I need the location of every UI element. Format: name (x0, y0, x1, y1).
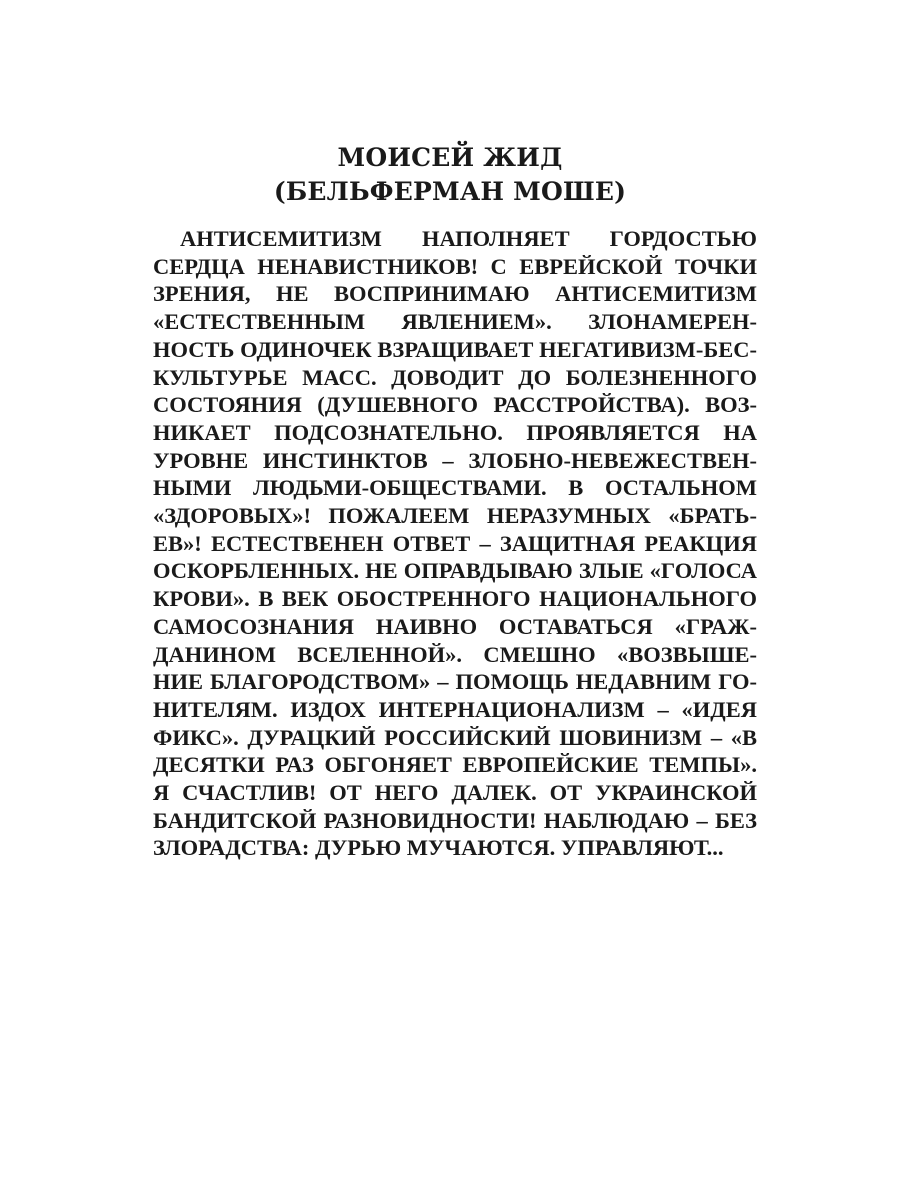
heading-title: МОИСЕЙ ЖИД (337, 143, 563, 172)
text-line: КРОВИ». В ВЕК ОБОСТРЕННОГО НАЦИОНАЛЬНОГО (153, 586, 757, 612)
text-line: «ЕСТЕСТВЕННЫМ ЯВЛЕНИЕМ». ЗЛОНАМЕРЕН- (153, 309, 757, 335)
text-line: НИТЕЛЯМ. ИЗДОХ ИНТЕРНАЦИОНАЛИЗМ – «ИДЕЯ (153, 696, 757, 722)
text-line: ДАНИНОМ ВСЕЛЕННОЙ». СМЕШНО «ВОЗВЫШЕ- (153, 641, 757, 667)
text-line: ЕВ»! ЕСТЕСТВЕНЕН ОТВЕТ – ЗАЩИТНАЯ РЕАКЦИЯ (153, 530, 757, 556)
body-paragraph (153, 225, 757, 862)
text-line: СЕРДЦА НЕНАВИСТНИКОВ! С ЕВРЕЙСКОЙ ТОЧКИ (153, 253, 757, 279)
text-line: КУЛЬТУРЬЕ МАСС. ДОВОДИТ ДО БОЛЕЗНЕННОГО (153, 364, 757, 390)
text-line: САМОСОЗНАНИЯ НАИВНО ОСТАВАТЬСЯ «ГРАЖ- (153, 613, 757, 639)
text-line: АНТИСЕМИТИЗМ НАПОЛНЯЕТ ГОРДОСТЬЮ (180, 226, 757, 251)
text-line: «ЗДОРОВЫХ»! ПОЖАЛЕЕМ НЕРАЗУМНЫХ «БРАТЬ- (153, 503, 757, 529)
text-line: НЫМИ ЛЮДЬМИ-ОБЩЕСТВАМИ. В ОСТАЛЬНОМ (153, 475, 757, 501)
text-line: ОСКОРБЛЕННЫХ. НЕ ОПРАВДЫВАЮ ЗЛЫЕ «ГОЛОСА (153, 558, 757, 584)
text-line: УРОВНЕ ИНСТИНКТОВ – ЗЛОБНО-НЕВЕЖЕСТВЕН- (153, 447, 757, 473)
text-line: Я СЧАСТЛИВ! ОТ НЕГО ДАЛЕК. ОТ УКРАИНСКОЙ (153, 780, 757, 806)
chapter-heading (0, 141, 900, 209)
heading-subtitle: (БЕЛЬФЕРМАН МОШЕ) (273, 177, 627, 206)
text-line: СОСТОЯНИЯ (ДУШЕВНОГО РАССТРОЙСТВА). ВОЗ- (153, 392, 757, 418)
text-line: НОСТЬ ОДИНОЧЕК ВЗРАЩИВАЕТ НЕГАТИВИЗМ-БЕС- (153, 336, 757, 362)
text-line: ДЕСЯТКИ РАЗ ОБГОНЯЕТ ЕВРОПЕЙСКИЕ ТЕМПЫ». (153, 752, 757, 778)
text-line: НИКАЕТ ПОДСОЗНАТЕЛЬНО. ПРОЯВЛЯЕТСЯ НА (153, 419, 757, 445)
text-line: ЗРЕНИЯ, НЕ ВОСПРИНИМАЮ АНТИСЕМИТИЗМ (153, 281, 757, 307)
text-line: ЗЛОРАДСТВА: ДУРЬЮ МУЧАЮТСЯ. УПРАВЛЯЮТ... (153, 835, 724, 861)
text-line: ФИКС». ДУРАЦКИЙ РОССИЙСКИЙ ШОВИНИЗМ – «В (153, 724, 757, 750)
text-line: НИЕ БЛАГОРОДСТВОМ» – ПОМОЩЬ НЕДАВНИМ ГО- (153, 669, 757, 695)
text-line: БАНДИТСКОЙ РАЗНОВИДНОСТИ! НАБЛЮДАЮ – БЕЗ (153, 807, 757, 833)
